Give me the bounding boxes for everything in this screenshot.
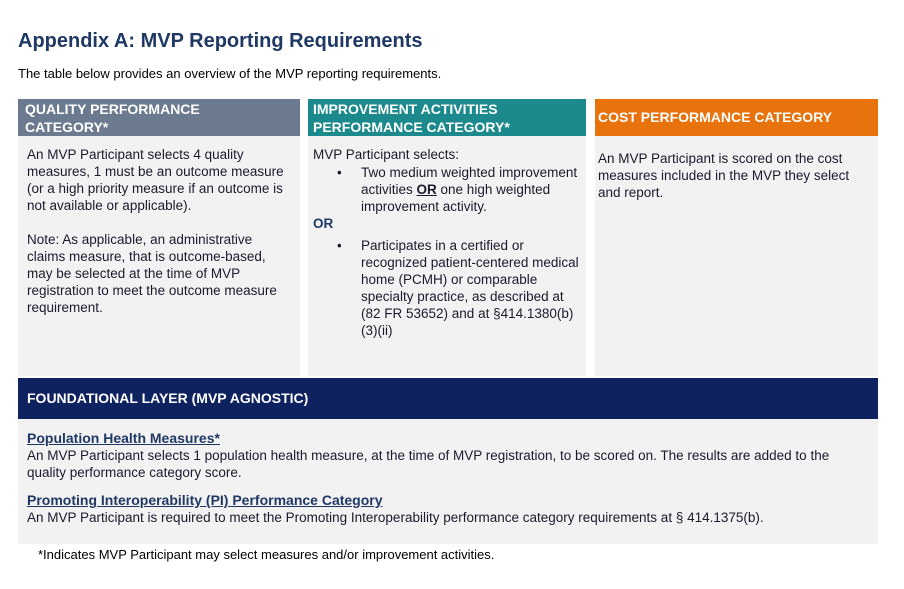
page-title: Appendix A: MVP Reporting Requirements xyxy=(18,30,423,52)
intro-text: The table below provides an overview of the MVP reporting requirements. xyxy=(18,66,442,81)
bullet-icon: • xyxy=(337,238,342,253)
cost-description: An MVP Participant is scored on the cost measures included in the MVP they select and report. xyxy=(598,151,850,200)
cost-body xyxy=(595,136,878,376)
cost-header: COST PERFORMANCE CATEGORY xyxy=(595,99,878,136)
footnote: *Indicates MVP Participant may select measures and/or improvement activities. xyxy=(38,547,495,562)
quality-body xyxy=(18,136,300,376)
bullet1-or: OR xyxy=(416,182,437,197)
quality-column xyxy=(18,99,300,376)
list-item-text xyxy=(361,164,580,215)
list-item xyxy=(337,164,580,215)
foundational-body xyxy=(18,419,878,544)
bullet1-post: one high weighted improvement activity. xyxy=(361,182,551,214)
improvement-body xyxy=(308,136,586,376)
quality-header-line2: CATEGORY* xyxy=(25,119,109,135)
foundational-header: FOUNDATIONAL LAYER (MVP AGNOSTIC) xyxy=(18,378,878,419)
improvement-header-line2: PERFORMANCE CATEGORY* xyxy=(313,119,510,135)
or-label: OR xyxy=(313,216,334,231)
promoting-interoperability-title: Promoting Interoperability (PI) Performance Category xyxy=(27,492,383,508)
list-item xyxy=(337,237,580,339)
promoting-interoperability-text: An MVP Participant is required to meet the Promoting Interoperability performance category requirements at § 414.1375(b). xyxy=(27,510,764,525)
improvement-column xyxy=(308,99,586,376)
improvement-intro: MVP Participant selects: xyxy=(313,147,460,162)
bullet1-pre: Two medium weighted improvement activities xyxy=(361,165,578,197)
quality-header-line1: QUALITY PERFORMANCE xyxy=(25,101,200,117)
improvement-header xyxy=(308,99,586,136)
cost-column xyxy=(595,99,878,376)
list-item-text: Participates in a certified or recognized patient-centered medical home (PCMH) or comparable specialty practice, as described at (82 FR 53652) and at §414.1380(b)(3)(ii) xyxy=(361,238,579,338)
improvement-header-line1: IMPROVEMENT ACTIVITIES xyxy=(313,101,498,117)
quality-description: An MVP Participant selects 4 quality measures, 1 must be an outcome measure (or a high priority measure if an outcome is not available or applicable). xyxy=(27,147,284,213)
population-health-title: Population Health Measures* xyxy=(27,430,220,446)
population-health-text: An MVP Participant selects 1 population health measure, at the time of MVP registration, to be scored on. The results are added to the quality performance category score. xyxy=(27,448,830,480)
bullet-icon: • xyxy=(337,165,342,180)
quality-header xyxy=(18,99,300,136)
quality-note: Note: As applicable, an administrative claims measure, that is outcome-based, may be selected at the time of MVP registration to meet the outcome measure requirement. xyxy=(27,232,277,315)
